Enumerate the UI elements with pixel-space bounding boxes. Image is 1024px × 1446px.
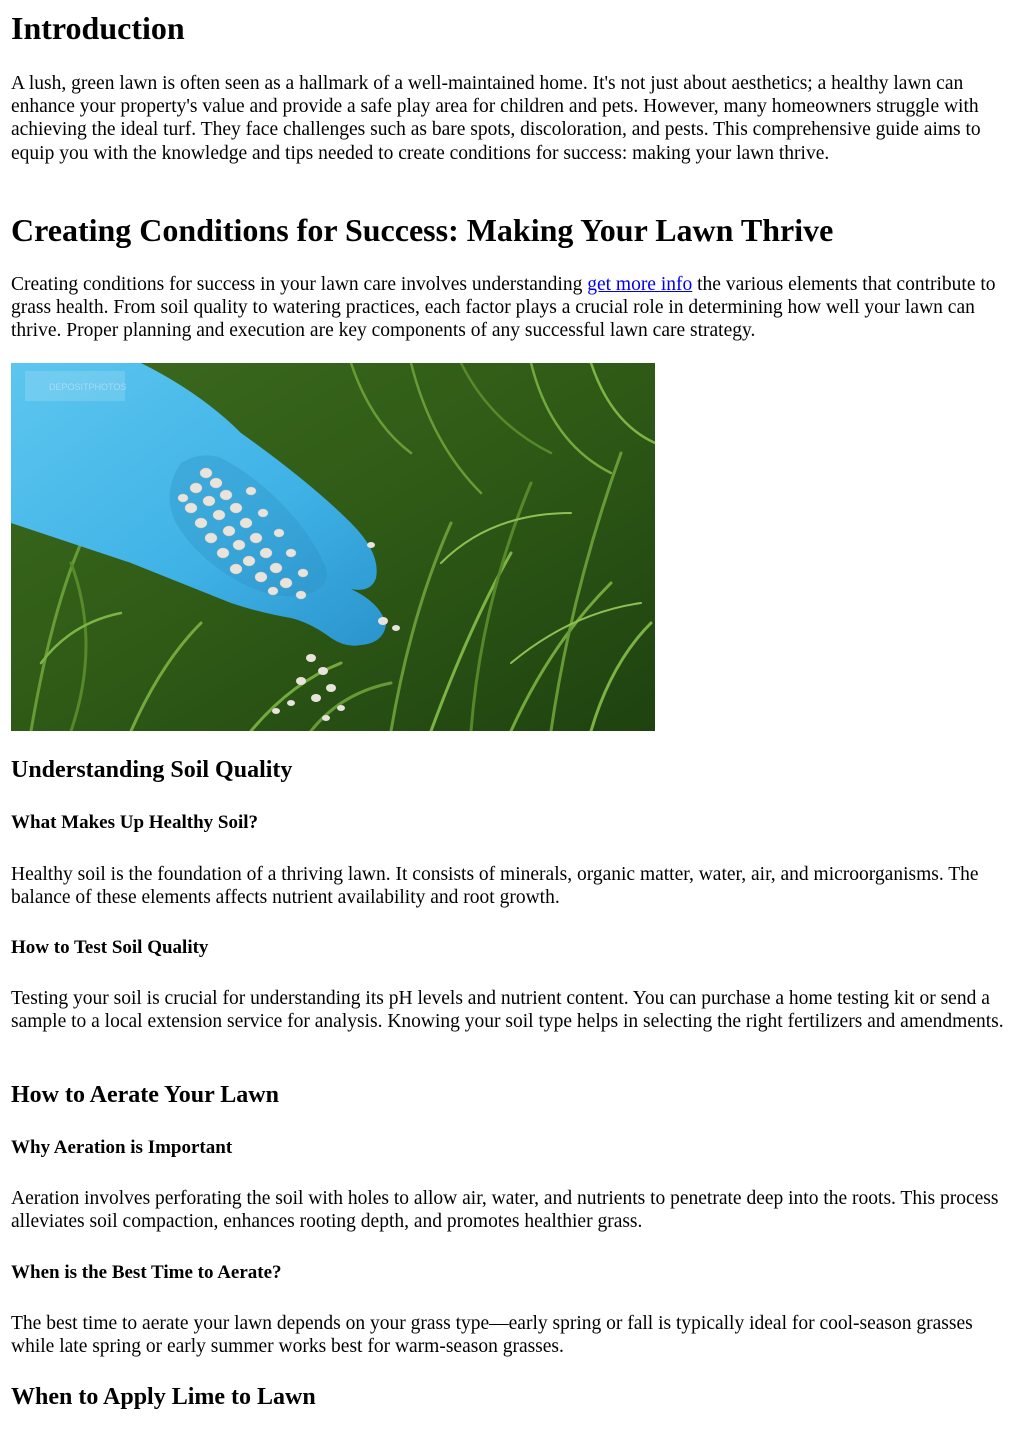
test-soil-paragraph: Testing your soil is crucial for understanding its pH levels and nutrient content. You can purchase a home testing kit or send a sample to a local extension service for analysis. Knowing your soil type helps in selecting the right fertilizers and amendments. [11,988,1004,1033]
conditions-text-before: Creating conditions for success in your lawn care involves understanding [11,274,588,295]
get-more-info-link[interactable]: get more info [587,274,693,295]
aeration-important-heading: Why Aeration is Important [11,1137,233,1158]
intro-paragraph: A lush, green lawn is often seen as a hallmark of a well-maintained home. It's not just about aesthetics; a healthy lawn can enhance your property's value and provide a safe play area for children and pets. However, many homeowners struggle with achieving the ideal turf. They face challenges such as bare spots, discoloration, and pests. This comprehensive guide aims to equip you with the knowledge and tips needed to create conditions for success: making your lawn thrive. [11,73,981,164]
photo-watermark: DEPOSITPHOTOS [49,382,127,392]
fertilizer-photo [11,363,655,731]
soil-heading: Understanding Soil Quality [11,757,293,783]
lime-heading: When to Apply Lime to Lawn [11,1384,316,1410]
test-soil-heading: How to Test Soil Quality [11,937,209,958]
intro-heading: Introduction [11,10,185,46]
healthy-soil-heading: What Makes Up Healthy Soil? [11,812,259,833]
aerate-heading: How to Aerate Your Lawn [11,1082,279,1108]
conditions-heading: Creating Conditions for Success: Making Your Lawn Thrive [11,212,834,248]
healthy-soil-paragraph: Healthy soil is the foundation of a thriving lawn. It consists of minerals, organic matter, water, air, and microorganisms. The balance of these elements affects nutrient availability and root growth. [11,864,979,909]
conditions-text-after: the various elements that contribute to grass health. From soil quality to watering practices, each factor plays a crucial role in determining how well your lawn can thrive. Proper planning and execution are key components of any successful lawn care strategy. [11,274,996,342]
conditions-paragraph [11,273,1011,343]
aerate-time-heading: When is the Best Time to Aerate? [11,1262,282,1283]
aeration-important-paragraph: Aeration involves perforating the soil with holes to allow air, water, and nutrients to penetrate deep into the roots. This process alleviates soil compaction, enhances rooting depth, and promotes healthier grass. [11,1188,999,1233]
aerate-time-paragraph: The best time to aerate your lawn depends on your grass type—early spring or fall is typically ideal for cool-season grasses while late spring or early summer works best for warm-season grasses. [11,1313,973,1358]
